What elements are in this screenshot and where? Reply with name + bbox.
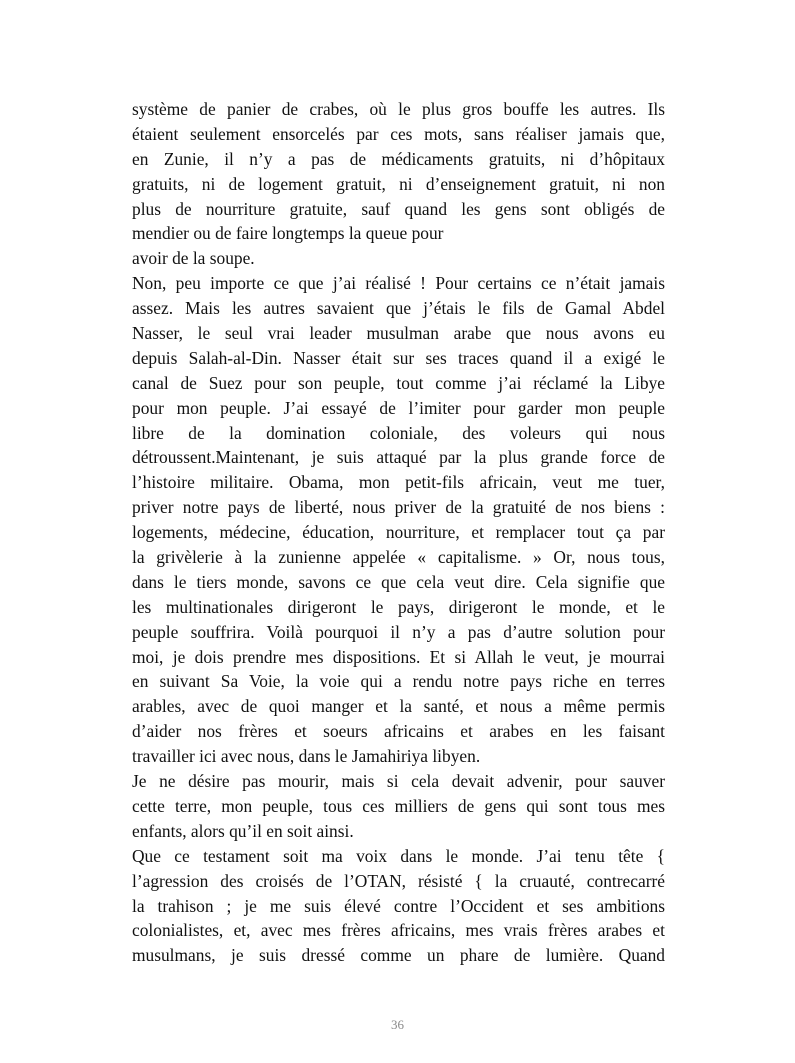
text-line: la trahison ; je me suis élevé contre l’Occident et ses ambitions: [132, 895, 665, 916]
text-line: canal de Suez pour son peuple, tout comme j’ai réclamé la Libye: [132, 372, 665, 393]
text-line: étaient seulement ensorcelés par ces mots, sans réaliser jamais que,: [132, 123, 665, 144]
text-line: Que ce testament soit ma voix dans le monde. J’ai tenu tête {: [132, 845, 665, 866]
text-line: musulmans, je suis dressé comme un phare de lumière. Quand: [132, 945, 665, 966]
text-line: Non, peu importe ce que j’ai réalisé ! Pour certains ce n’était jamais: [132, 273, 665, 294]
text-line: système de panier de crabes, où le plus gros bouffe les autres. Ils: [132, 99, 665, 119]
text-line: d’aider nos frères et soeurs africains et arabes en les faisant: [132, 721, 665, 742]
text-line: Nasser, le seul vrai leader musulman arabe que nous avons eu: [132, 323, 665, 344]
text-line: gratuits, ni de logement gratuit, ni d’enseignement gratuit, ni non: [132, 173, 665, 194]
text-line: dans le tiers monde, savons ce que cela veut dire. Cela signifie que: [132, 571, 665, 592]
text-line: détroussent.Maintenant, je suis attaqué par la plus grande force de: [132, 447, 665, 468]
text-line: avoir de la soupe.: [132, 248, 255, 269]
text-line: la grivèlerie à la zunienne appelée « capitalisme. » Or, nous tous,: [132, 547, 665, 568]
text-line: cette terre, mon peuple, tous ces milliers de gens qui sont tous mes: [132, 795, 665, 816]
text-line: assez. Mais les autres savaient que j’étais le fils de Gamal Abdel: [132, 298, 665, 319]
text-line: en suivant Sa Voie, la voie qui a rendu notre pays riche en terres: [132, 671, 665, 692]
text-line: mendier ou de faire longtemps la queue pour: [132, 223, 444, 244]
text-line: arables, avec de quoi manger et la santé, et nous a même permis: [132, 696, 665, 717]
text-line: priver notre pays de liberté, nous priver de la gratuité de nos biens :: [132, 497, 665, 518]
text-line: en Zunie, il n’y a pas de médicaments gratuits, ni d’hôpitaux: [132, 148, 665, 169]
text-line: l’histoire militaire. Obama, mon petit-fils africain, veut me tuer,: [132, 472, 665, 493]
text-line: libre de la domination coloniale, des voleurs qui nous: [132, 422, 665, 443]
body-text: [132, 97, 665, 968]
text-line: enfants, alors qu’il en soit ainsi.: [132, 820, 354, 841]
text-line: colonialistes, et, avec mes frères africains, mes vrais frères arabes et: [132, 920, 665, 941]
page-number: 36: [391, 1017, 404, 1032]
text-line: l’agression des croisés de l’OTAN, résisté { la cruauté, contrecarré: [132, 870, 665, 891]
text-line: pour mon peuple. J’ai essayé de l’imiter pour garder mon peuple: [132, 397, 665, 418]
text-line: logements, médecine, éducation, nourriture, et remplacer tout ça par: [132, 522, 665, 543]
text-line: plus de nourriture gratuite, sauf quand les gens sont obligés de: [132, 198, 665, 219]
text-line: depuis Salah-al-Din. Nasser était sur ses traces quand il a exigé le: [132, 347, 665, 368]
text-line: moi, je dois prendre mes dispositions. Et si Allah le veut, je mourrai: [132, 646, 665, 667]
text-line: travailler ici avec nous, dans le Jamahiriya libyen.: [132, 746, 481, 767]
text-line: les multinationales dirigeront le pays, dirigeront le monde, et le: [132, 596, 665, 617]
text-line: Je ne désire pas mourir, mais si cela devait advenir, pour sauver: [132, 771, 665, 792]
text-line: peuple souffrira. Voilà pourquoi il n’y a pas d’autre solution pour: [132, 621, 665, 642]
